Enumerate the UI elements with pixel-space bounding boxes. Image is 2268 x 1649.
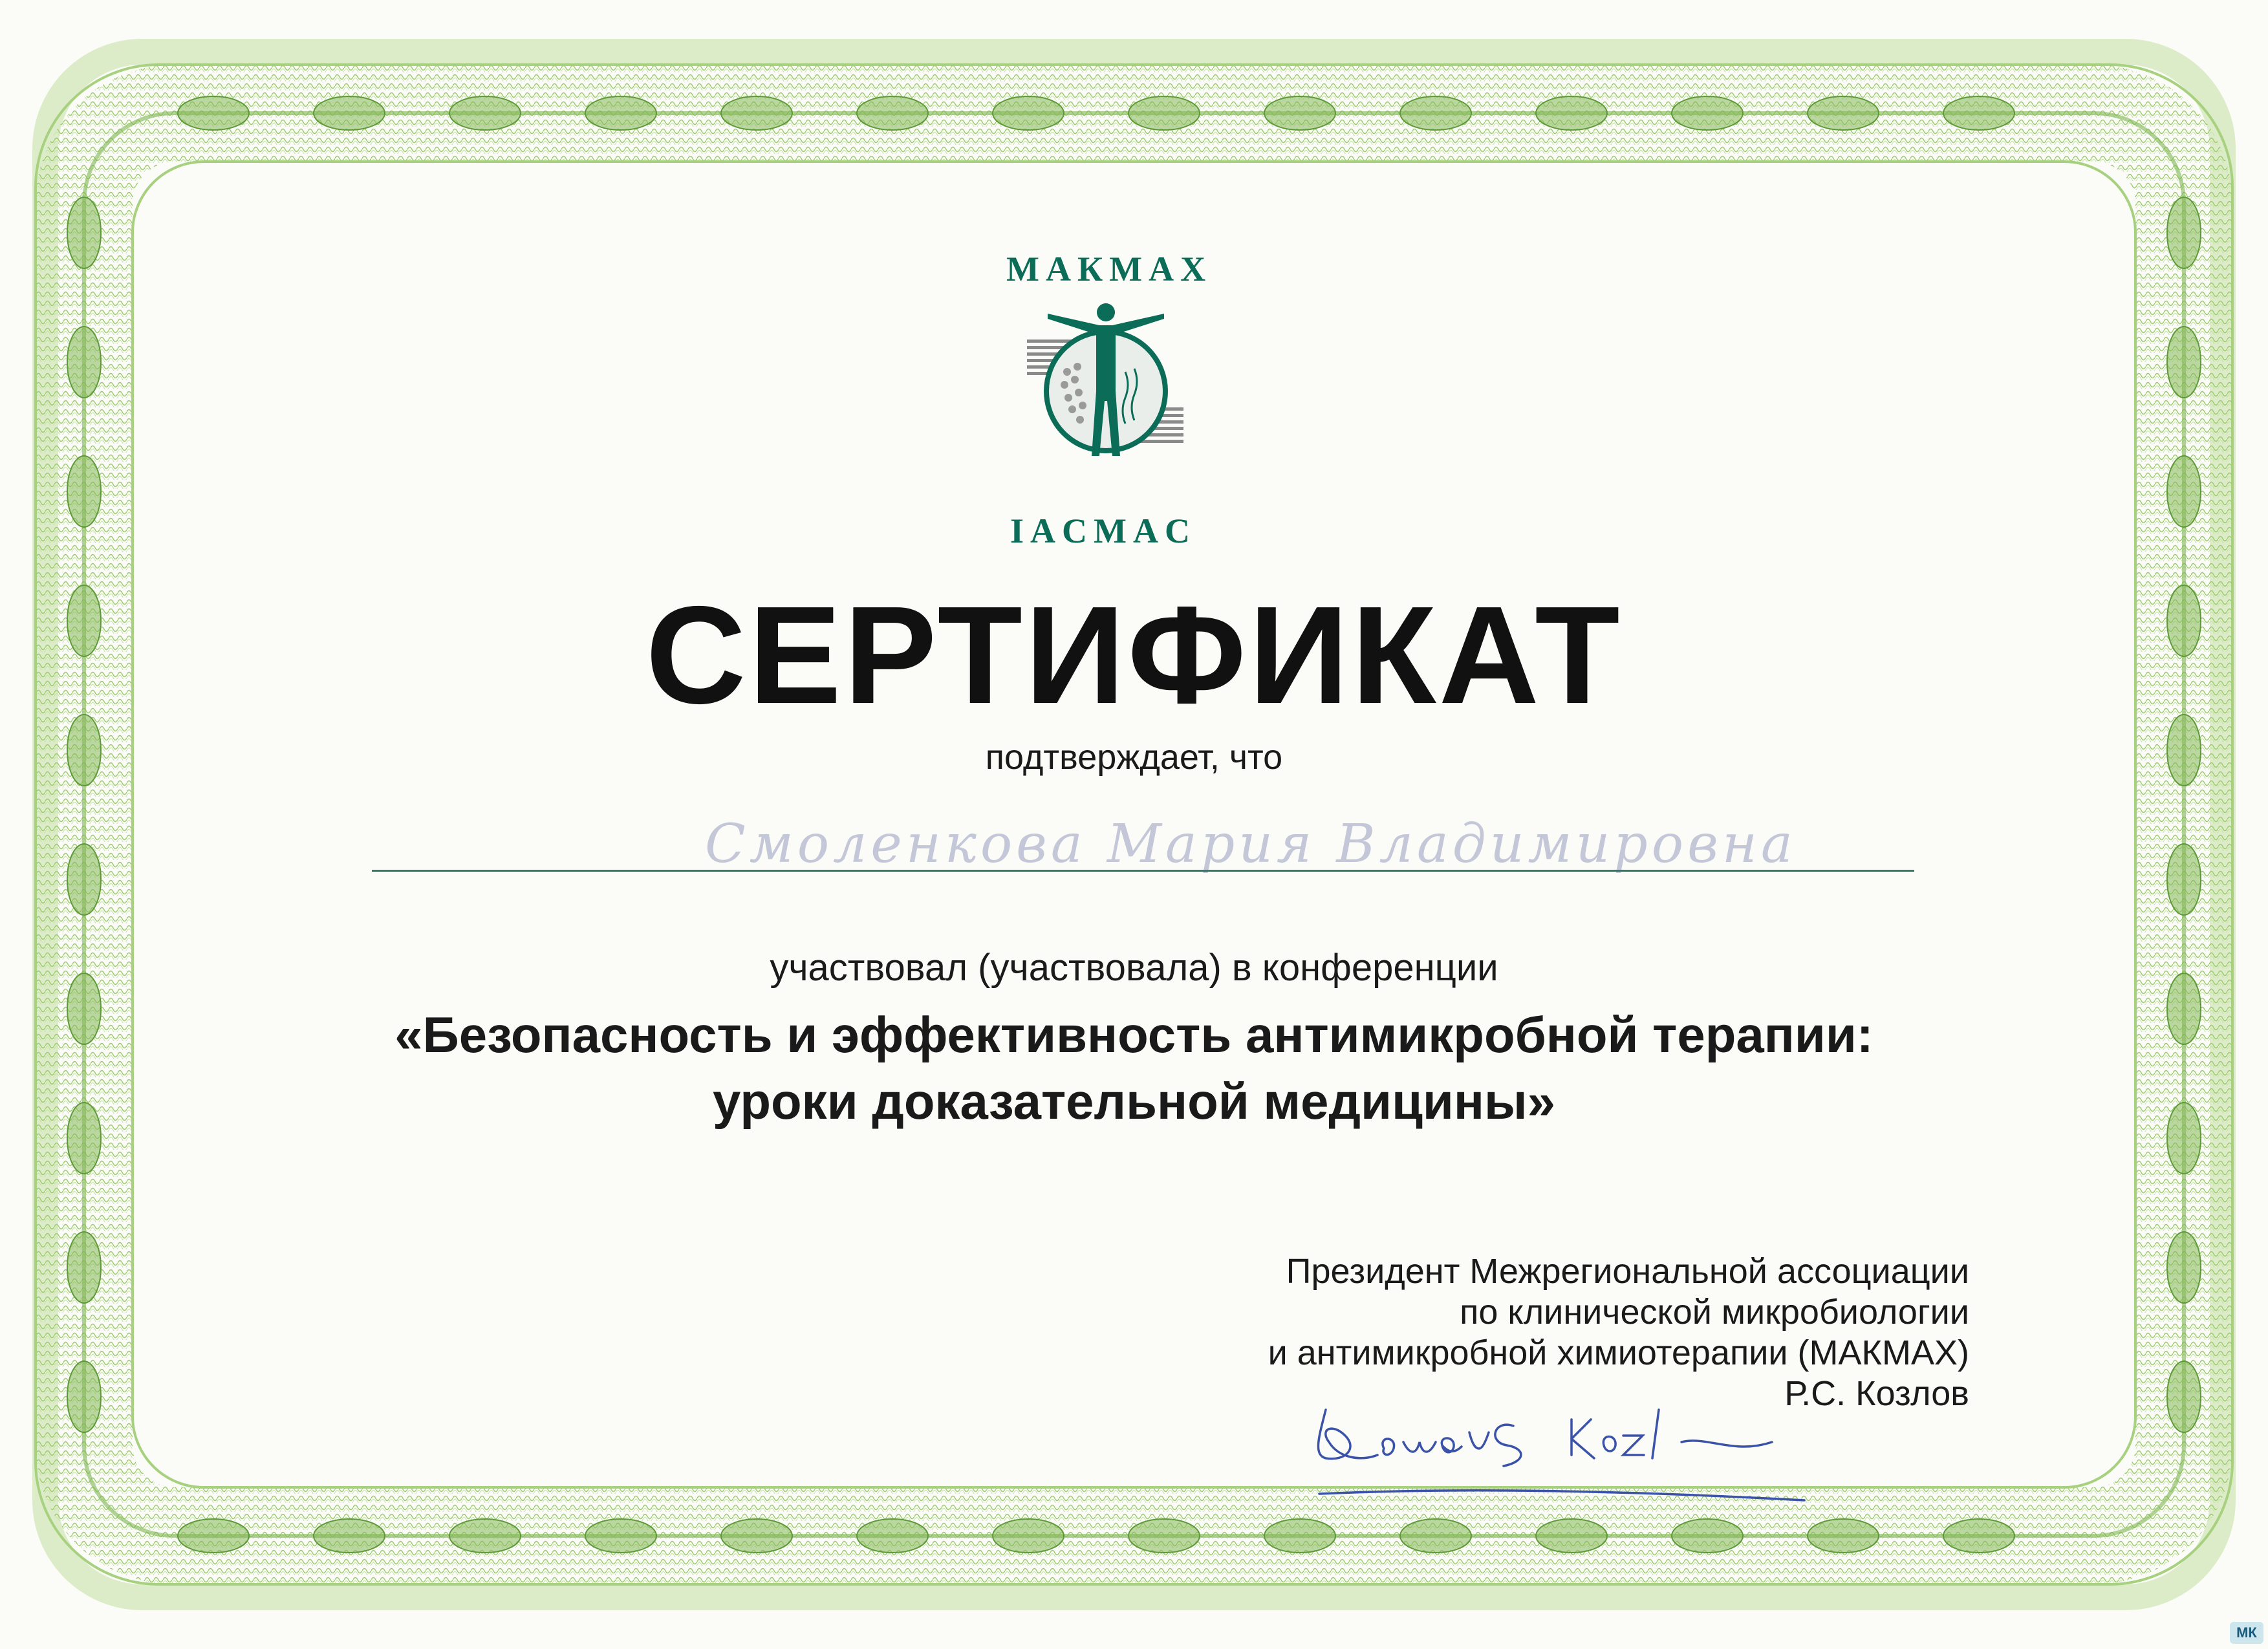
participation-text: участвовал (участвовала) в конференции: [770, 947, 1498, 989]
signatory-title-line1: Президент Межрегиональной ассоциации: [1286, 1252, 1969, 1291]
border-bead: [1400, 96, 1471, 130]
border-bead: [1672, 96, 1743, 130]
makmax-logo: [1009, 294, 1203, 501]
border-bead: [857, 1519, 928, 1553]
handwritten-signature: [1300, 1397, 1830, 1510]
border-bead: [857, 96, 928, 130]
border-bead: [1129, 96, 1200, 130]
border-bead: [67, 456, 101, 527]
border-bead: [721, 96, 792, 130]
border-bead: [1264, 1519, 1335, 1553]
border-bead: [1264, 96, 1335, 130]
signatory-name: Р.С. Козлов: [1784, 1374, 1969, 1413]
border-bead: [1672, 1519, 1743, 1553]
corner-watermark: МК: [2230, 1622, 2263, 1644]
border-bead: [2167, 456, 2201, 527]
border-bead: [314, 96, 385, 130]
border-bead: [1943, 1519, 2014, 1553]
border-bead: [2167, 1361, 2201, 1432]
signatory-title-line2: по клинической микробиологии: [1460, 1293, 1969, 1331]
border-bead: [67, 1361, 101, 1432]
border-bead: [2167, 1232, 2201, 1303]
certificate-title: СЕРТИФИКАТ: [645, 577, 1623, 733]
border-bead: [2167, 327, 2201, 398]
border-bead: [585, 96, 656, 130]
signatory-block: [934, 1251, 1969, 1414]
border-bead: [449, 96, 521, 130]
border-bead: [67, 327, 101, 398]
signatory-title-line3: и антимикробной химиотерапии (МАКМАХ): [1268, 1333, 1969, 1372]
recipient-name: Смоленкова Мария Владимировна: [705, 814, 1797, 875]
border-bead: [1808, 96, 1879, 130]
border-bead: [1400, 1519, 1471, 1553]
border-bead: [1808, 1519, 1879, 1553]
border-bead: [67, 1232, 101, 1303]
name-underline: [372, 870, 1914, 872]
border-bead: [1129, 1519, 1200, 1553]
conference-title-line2: уроки доказательной медицины»: [713, 1073, 1555, 1130]
border-bead: [721, 1519, 792, 1553]
confirms-text: подтверждает, что: [985, 738, 1283, 777]
logo-text-makmax: МАКМАХ: [1006, 250, 1213, 288]
border-bead: [1536, 1519, 1607, 1553]
logo-text-iacmac: IACMAC: [1010, 512, 1196, 550]
border-bead: [449, 1519, 521, 1553]
border-bead: [178, 96, 249, 130]
conference-title-line1: «Безопасность и эффективность антимикробной терапии:: [394, 1006, 1874, 1063]
border-bead: [585, 1519, 656, 1553]
border-bead: [2167, 844, 2201, 915]
border-bead: [67, 197, 101, 268]
border-bead: [993, 96, 1064, 130]
border-bead: [1943, 96, 2014, 130]
border-bead: [67, 844, 101, 915]
border-bead: [178, 1519, 249, 1553]
border-bead: [993, 1519, 1064, 1553]
border-bead: [1536, 96, 1607, 130]
border-bead: [314, 1519, 385, 1553]
border-bead: [2167, 197, 2201, 268]
